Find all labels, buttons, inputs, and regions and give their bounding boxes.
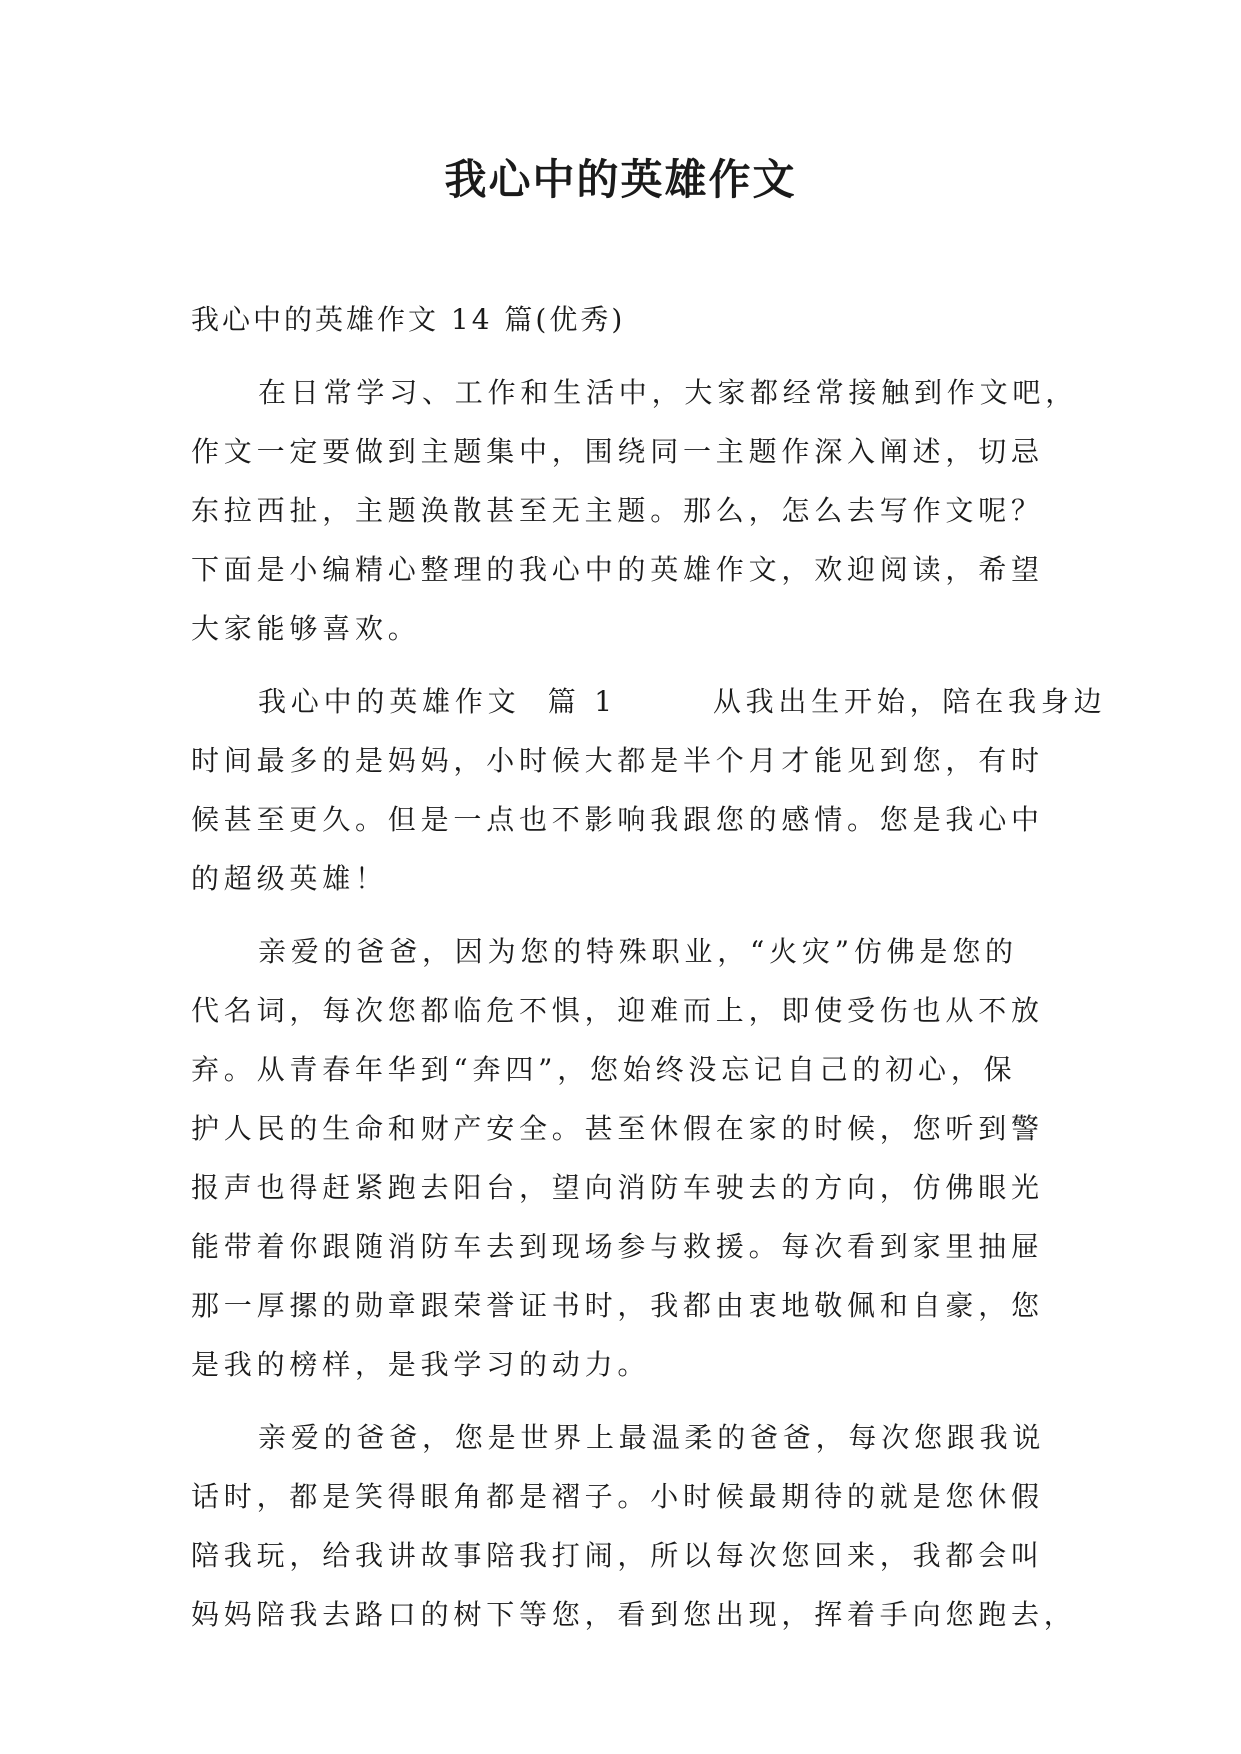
document-body	[191, 290, 1107, 1644]
document-title: 我心中的英雄作文	[444, 155, 797, 204]
paragraph-gap	[191, 658, 1057, 672]
paragraph-gap	[191, 349, 1057, 363]
paragraph-line: 陪我玩，给我讲故事陪我打闹，所以每次您回来，我都会叫	[191, 1539, 1044, 1572]
paragraph-line: 时间最多的是妈妈，小时候大都是半个月才能见到您，有时	[191, 744, 1044, 777]
paragraph-line: 能带着你跟随消防车去到现场参与救援。每次看到家里抽屉	[191, 1230, 1044, 1263]
paragraph-line: 亲爱的爸爸，您是世界上最温柔的爸爸，每次您跟我说	[258, 1421, 1046, 1454]
paragraph-line: 护人民的生命和财产安全。甚至休假在家的时候，您听到警	[191, 1112, 1044, 1145]
paragraph-line: 的超级英雄！	[191, 862, 388, 895]
paragraph-line: 妈妈陪我去路口的树下等您，看到您出现，挥着手向您跑去，	[191, 1598, 1077, 1631]
paragraph-line: 话时，都是笑得眼角都是褶子。小时候最期待的就是您休假	[191, 1480, 1044, 1513]
document-subtitle: 我心中的英雄作文 14 篇(优秀)	[191, 303, 626, 336]
paragraph-line: 在日常学习、工作和生活中，大家都经常接触到作文吧，	[258, 376, 1079, 409]
paragraph-line: 那一厚摞的勋章跟荣誉证书时，我都由衷地敬佩和自豪，您	[191, 1289, 1044, 1322]
paragraph-line: 是我的榜样，是我学习的动力。	[191, 1348, 651, 1381]
paragraph-line: 作文一定要做到主题集中，围绕同一主题作深入阐述，切忌	[191, 435, 1044, 468]
paragraph-line: 亲爱的爸爸，因为您的特殊职业，“火灾”仿佛是您的	[258, 935, 1018, 968]
paragraph-gap	[191, 1394, 1057, 1408]
paragraph-line: 弃。从青春年华到“奔四”，您始终没忘记自己的初心，保	[191, 1053, 1017, 1086]
paragraph-fireman	[191, 922, 1057, 1394]
paragraph-line: 下面是小编精心整理的我心中的英雄作文，欢迎阅读，希望	[191, 553, 1044, 586]
paragraph-line: 东拉西扯，主题涣散甚至无主题。那么，怎么去写作文呢？	[191, 494, 1044, 527]
paragraph-line: 代名词，每次您都临危不惧，迎难而上，即使受伤也从不放	[191, 994, 1044, 1027]
paragraph-intro	[191, 363, 1079, 658]
paragraph-line: 我心中的英雄作文 篇 1 从我出生开始，陪在我身边	[258, 685, 1107, 718]
paragraph-line: 报声也得赶紧跑去阳台，望向消防车驶去的方向，仿佛眼光	[191, 1171, 1044, 1204]
paragraph-line: 候甚至更久。但是一点也不影响我跟您的感情。您是我心中	[191, 803, 1044, 836]
paragraph-line: 大家能够喜欢。	[191, 612, 421, 645]
paragraph-gap	[191, 908, 1057, 922]
paragraph-gentle-father	[191, 1408, 1077, 1644]
paragraph-essay-1	[191, 672, 1107, 908]
